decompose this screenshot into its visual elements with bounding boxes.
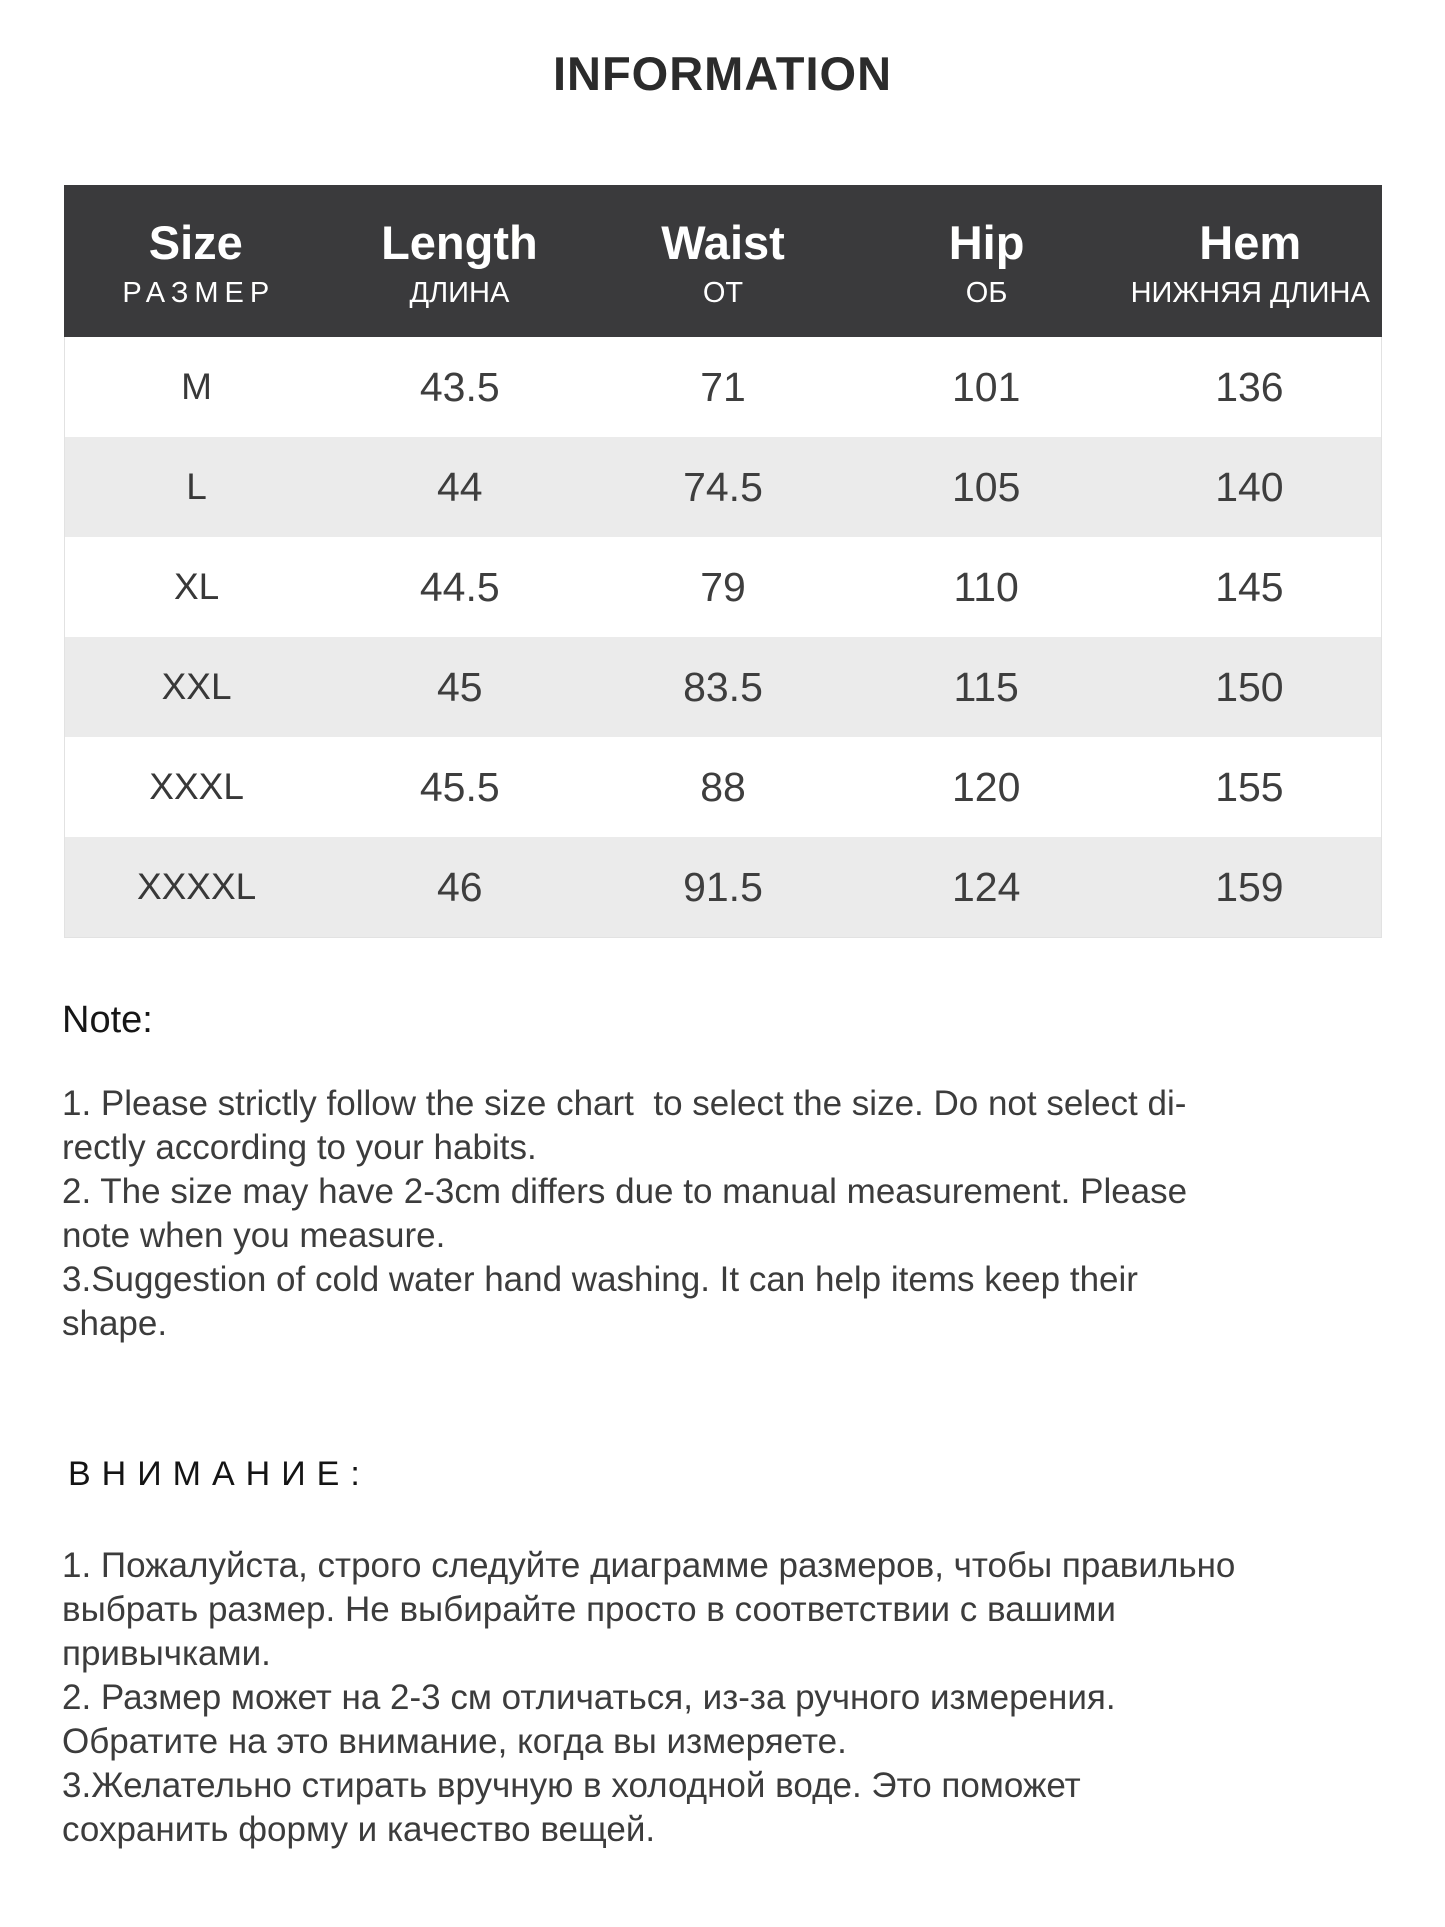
column-header-length xyxy=(328,185,592,337)
cell-length: 45 xyxy=(436,663,483,710)
note-line: 1. Please strictly follow the size chart to select the size. Do not select di- xyxy=(62,1084,1187,1123)
cell-size: L xyxy=(186,466,207,507)
table-row-l xyxy=(65,437,1381,537)
cell-hip: 115 xyxy=(953,663,1019,710)
table-row-xl xyxy=(65,537,1381,637)
note-section-russian xyxy=(62,1452,1392,1852)
column-header-length-en: Length xyxy=(381,215,538,269)
note-section-english xyxy=(62,998,1392,1346)
size-table xyxy=(64,185,1382,938)
note-body-russian xyxy=(62,1544,1392,1852)
column-header-hip-ru: ОБ xyxy=(965,276,1008,309)
column-header-waist-en: Waist xyxy=(661,215,785,269)
cell-hip: 105 xyxy=(951,463,1021,510)
note-body-english xyxy=(62,1082,1392,1346)
column-header-size-ru: РАЗМЕР xyxy=(122,276,276,309)
note-line: сохранить форму и качество вещей. xyxy=(62,1810,656,1849)
note-line: 2. The size may have 2-3cm differs due to manual measurement. Please xyxy=(62,1172,1188,1211)
note-line: 1. Пожалуйста, строго следуйте диаграмме размеров, чтобы правильно xyxy=(62,1546,1236,1585)
column-header-length-ru: ДЛИНА xyxy=(409,276,510,309)
note-line: 3.Suggestion of cold water hand washing. It can help items keep their xyxy=(62,1260,1138,1299)
cell-hip: 120 xyxy=(951,763,1021,810)
cell-size: M xyxy=(181,366,212,407)
cell-waist: 71 xyxy=(700,363,746,410)
column-header-hem-ru: НИЖНЯЯ ДЛИНА xyxy=(1130,276,1370,309)
table-row-m xyxy=(65,337,1381,437)
cell-hip: 110 xyxy=(953,563,1019,610)
cell-length: 45.5 xyxy=(419,763,500,810)
column-header-size-en: Size xyxy=(148,215,243,269)
size-table-body xyxy=(64,337,1382,938)
table-row-xxxxl xyxy=(65,837,1381,937)
cell-waist: 88 xyxy=(700,763,746,810)
column-header-hem xyxy=(1118,185,1382,337)
note-line: shape. xyxy=(62,1304,168,1343)
cell-size: XXXL xyxy=(149,766,244,807)
cell-hem: 136 xyxy=(1215,363,1284,410)
cell-length: 44 xyxy=(436,463,483,510)
cell-length: 44.5 xyxy=(419,563,500,610)
cell-length: 43.5 xyxy=(419,363,500,410)
table-row-xxl xyxy=(65,637,1381,737)
cell-hem: 155 xyxy=(1215,763,1284,810)
cell-hem: 150 xyxy=(1215,663,1284,710)
cell-waist: 83.5 xyxy=(683,663,763,710)
note-line: Обратите на это внимание, когда вы измеряете. xyxy=(62,1722,847,1761)
note-line: 2. Размер может на 2-3 см отличаться, из-за ручного измерения. xyxy=(62,1678,1116,1717)
note-line: привычками. xyxy=(62,1634,271,1673)
cell-hem: 159 xyxy=(1215,863,1284,910)
cell-size: XXL xyxy=(161,666,232,707)
note-line: note when you measure. xyxy=(62,1216,446,1255)
cell-length: 46 xyxy=(436,863,483,910)
column-header-hip xyxy=(855,185,1119,337)
size-table-header xyxy=(64,185,1382,337)
cell-size: XXXXL xyxy=(136,866,257,907)
cell-hip: 101 xyxy=(951,363,1021,410)
column-header-waist-ru: ОТ xyxy=(702,276,744,309)
cell-waist: 79 xyxy=(700,563,746,610)
cell-size: XL xyxy=(173,566,220,607)
page-title: INFORMATION xyxy=(552,47,893,100)
note-line: 3.Желательно стирать вручную в холодной воде. Это поможет xyxy=(62,1766,1081,1805)
cell-waist: 91.5 xyxy=(683,863,763,910)
note-heading-english: Note: xyxy=(62,999,153,1041)
cell-hem: 140 xyxy=(1215,463,1284,510)
cell-hem: 145 xyxy=(1215,563,1284,610)
table-row-xxxl xyxy=(65,737,1381,837)
note-heading-russian: ВНИМАНИЕ: xyxy=(68,1455,371,1493)
column-header-hip-en: Hip xyxy=(948,215,1025,269)
column-header-waist xyxy=(591,185,855,337)
note-line: выбрать размер. Не выбирайте просто в соответствии с вашими xyxy=(62,1590,1116,1629)
column-header-hem-en: Hem xyxy=(1199,215,1302,269)
cell-waist: 74.5 xyxy=(683,463,763,510)
note-line: rectly according to your habits. xyxy=(62,1128,537,1167)
column-header-size xyxy=(64,185,328,337)
cell-hip: 124 xyxy=(951,863,1021,910)
